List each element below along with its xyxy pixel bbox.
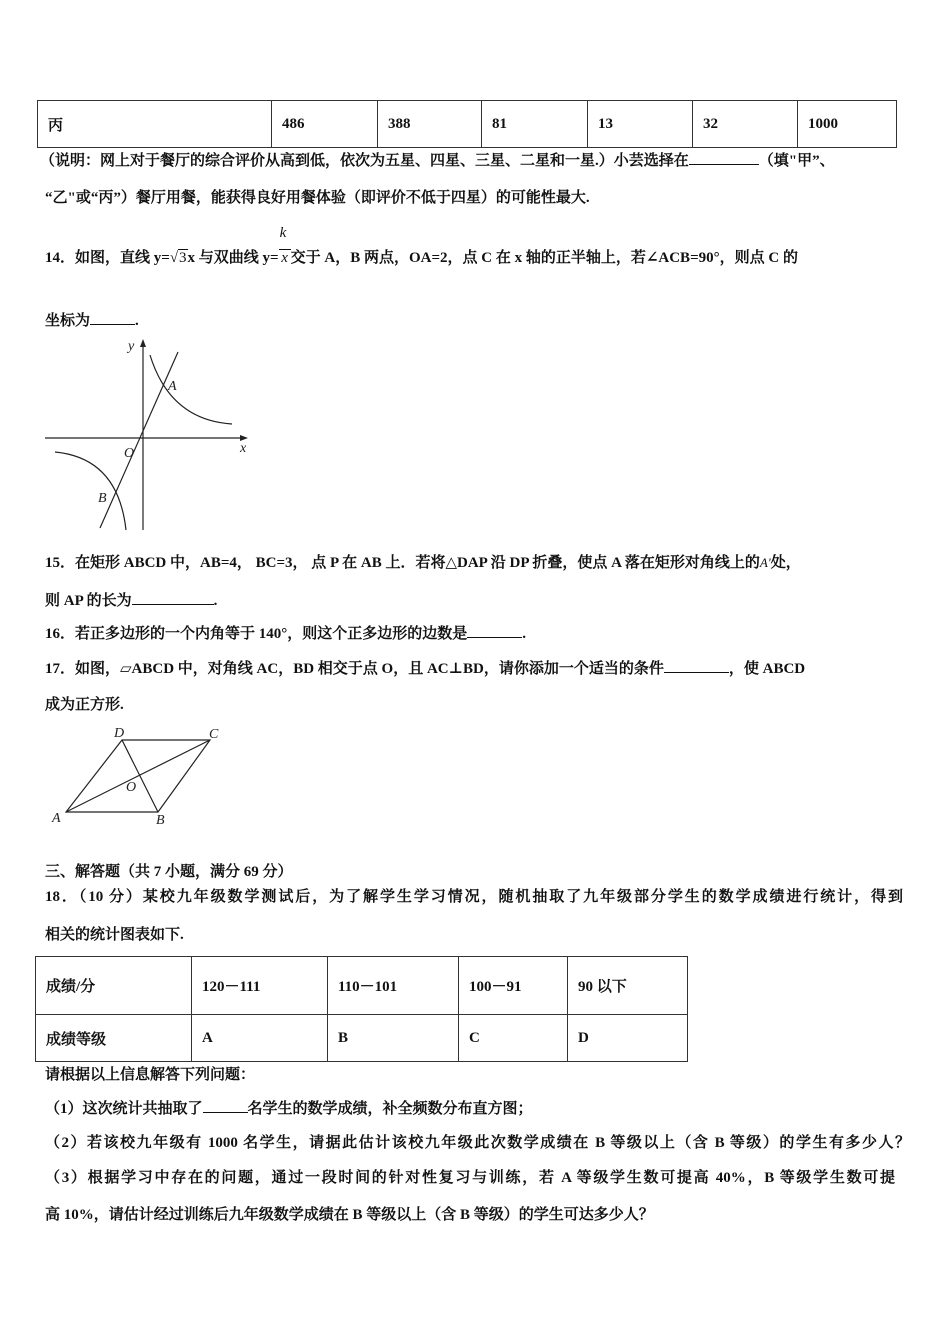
text: 名学生的数学成绩，补全频数分布直方图； xyxy=(247,1101,533,1117)
q13-line2: “乙"或“丙”）餐厅用餐，能获得良好用餐体验（即评价不低于四星）的可能性最大. xyxy=(45,190,590,206)
line-y-sqrt3x xyxy=(100,352,178,528)
table-cell: 1000 xyxy=(798,101,897,148)
diagonal-ac xyxy=(66,740,210,812)
text: （说明：网上对于餐厅的综合评价从高到低，依次为五星、四星、三星、二星和一星.）小芸选择在 xyxy=(40,153,689,169)
text: 交于 A，B 两点，OA=2，点 C 在 x 轴的正半轴上，若∠ACB=90°，则点 C 的 xyxy=(290,250,798,266)
label-x: x xyxy=(240,441,247,456)
hyperbola-branch-lower xyxy=(55,452,126,530)
label-a: A xyxy=(52,811,61,826)
table-cell: B xyxy=(328,1015,459,1062)
text: 则 AP 的长为 xyxy=(45,593,132,609)
answer-blank xyxy=(203,1098,248,1113)
text: . xyxy=(522,626,527,642)
label-b: B xyxy=(156,813,165,828)
label-d: D xyxy=(114,726,125,741)
hyperbola-figure xyxy=(40,335,260,535)
q14-line1: 14．如图，直线 y=√3x 与双曲线 y= $\frac{k}{x}$ 交于 A，B 两点，OA=2，点 C 在 x 轴的正半轴上，若∠ACB=90°，则点 C 的 xyxy=(45,225,798,266)
table-row xyxy=(38,101,897,148)
text: （填"甲”、 xyxy=(758,153,835,169)
label-o: O xyxy=(124,446,135,461)
table-cell: 32 xyxy=(693,101,798,148)
text: 17．如图，▱ABCD 中，对角线 AC，BD 相交于点 O，且 AC⊥BD，请你添加一个适当的条件 xyxy=(45,661,664,677)
parallelogram-figure xyxy=(45,720,235,830)
q15-line2 xyxy=(45,590,217,611)
text: x 与双曲线 y= xyxy=(187,250,279,266)
q18-part1 xyxy=(45,1098,533,1119)
q17-line1 xyxy=(45,658,805,679)
answer-blank xyxy=(132,590,214,605)
sqrt-radicand: 3 xyxy=(179,250,187,266)
q18-part2: （2）若该校九年级有 1000 名学生，请据此估计该校九年级此次数学成绩在 B 等级以上（含 B 等级）的学生有多少人？ xyxy=(45,1135,910,1151)
q15-line1 xyxy=(45,553,801,573)
text: . xyxy=(135,313,139,329)
q16-line xyxy=(45,623,526,644)
grade-table xyxy=(35,956,688,1062)
text: （1）这次统计共抽取了 xyxy=(45,1101,203,1117)
q18-part3-line2: 高 10%，请估计经过训练后九年级数学成绩在 B 等级以上（含 B 等级）的学生可达多少人？ xyxy=(45,1207,654,1223)
table-cell: 81 xyxy=(482,101,588,148)
table-cell: 90 以下 xyxy=(568,957,688,1015)
label-o: O xyxy=(126,780,137,795)
q13-line1 xyxy=(40,150,835,171)
q18-prompt: 请根据以上信息解答下列问题： xyxy=(45,1067,256,1083)
text: . xyxy=(213,593,218,609)
answer-blank xyxy=(664,658,729,673)
q18-line2: 相关的统计图表如下. xyxy=(45,927,184,943)
text: ，使 ABCD xyxy=(728,661,806,677)
text: 处， xyxy=(770,555,801,571)
label-y: y xyxy=(128,339,135,354)
table-cell: 110－101 xyxy=(328,957,459,1015)
table-row xyxy=(36,957,688,1015)
table-cell: 13 xyxy=(588,101,693,148)
table-row xyxy=(36,1015,688,1062)
text: 15．在矩形 ABCD 中，AB=4， BC=3， 点 P 在 AB 上．若将△DAP 沿 DP 折叠，使点 A 落在矩形对角线上的 xyxy=(45,555,760,571)
table-cell: 486 xyxy=(272,101,378,148)
restaurant-table xyxy=(37,100,897,148)
table-cell: A xyxy=(192,1015,328,1062)
a-prime-symbol: A′ xyxy=(759,555,771,570)
text: 14．如图，直线 y= xyxy=(45,250,170,266)
table-cell: 120－111 xyxy=(192,957,328,1015)
q17-line2: 成为正方形. xyxy=(45,697,124,713)
table-cell: 100－91 xyxy=(459,957,568,1015)
text: 坐标为 xyxy=(45,313,91,329)
q14-line2 xyxy=(45,310,139,331)
answer-blank xyxy=(90,310,135,325)
table-cell: 丙 xyxy=(38,101,272,148)
fraction-numerator: k xyxy=(279,225,287,241)
section-heading: 三、解答题（共 7 小题，满分 69 分） xyxy=(45,864,293,880)
label-a: A xyxy=(168,379,177,394)
q18-line1: 18．（10 分）某校九年级数学测试后，为了解学生学习情况，随机抽取了九年级部分学生的数学成绩进行统计，得到 xyxy=(45,889,903,905)
q18-part3-line1: （3）根据学习中存在的问题，通过一段时间的针对性复习与训练，若 A 等级学生数可提高 40%，B 等级学生数可提 xyxy=(45,1170,895,1186)
table-cell: C xyxy=(459,1015,568,1062)
fraction-denominator: x xyxy=(279,249,291,266)
table-cell: 成绩等级 xyxy=(36,1015,192,1062)
table-cell: D xyxy=(568,1015,688,1062)
answer-blank xyxy=(689,150,759,165)
label-c: C xyxy=(209,727,219,742)
table-cell: 成绩/分 xyxy=(36,957,192,1015)
hyperbola-branch-upper xyxy=(150,355,232,424)
answer-blank xyxy=(467,623,522,638)
text: 16．若正多边形的一个内角等于 140°，则这个正多边形的边数是 xyxy=(45,626,468,642)
diagonal-bd xyxy=(122,740,158,812)
table-cell: 388 xyxy=(378,101,482,148)
label-b: B xyxy=(98,491,107,506)
